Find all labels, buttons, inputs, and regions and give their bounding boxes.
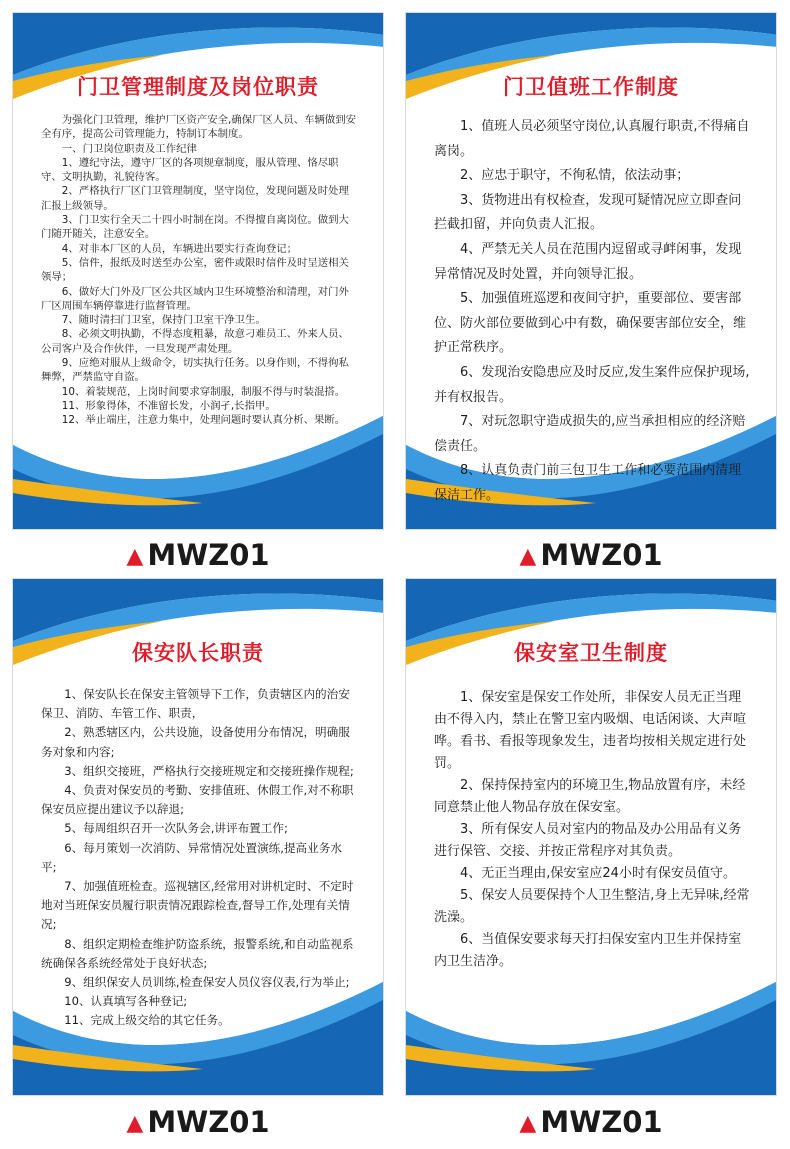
product-code-label (405, 535, 777, 575)
body-paragraph: 11、完成上级交给的其它任务。 (64, 1013, 230, 1028)
body-paragraph: 11、形象得体，不准留长发，小润孑,长指甲。 (61, 399, 276, 412)
poster-title: 门卫值班工作制度 (503, 75, 679, 99)
triangle-icon: ▲ (519, 1111, 537, 1136)
product-code: MWZ01 (147, 538, 270, 572)
product-code-label (12, 535, 384, 575)
product-code: MWZ01 (540, 538, 663, 572)
poster-title: 保安室卫生制度 (514, 641, 668, 665)
body-paragraph: 3、组织交接班，严格执行交接班规定和交接班操作规程; (64, 763, 354, 778)
body-paragraph: 8、认真负责门前三包卫生工作和必要范围内清理保洁工作。 (434, 463, 742, 503)
poster-body (434, 687, 750, 973)
body-paragraph: 3、货物进出有权检查，发现可疑情况应立即查问拦截扣留，并向负责人汇报。 (434, 192, 742, 233)
body-paragraph: 2、应忠于职守，不徇私情，依法动事； (460, 168, 690, 184)
triangle-icon: ▲ (519, 544, 537, 569)
poster-gate-duty (405, 12, 777, 530)
body-paragraph: 5、加强值班巡逻和夜间守护，重要部位、要害部位、防火部位要做到心中有数，确保要害部位安全，维护正常秩序。 (434, 291, 747, 356)
product-code-label (12, 1102, 384, 1142)
body-paragraph: 1、遵纪守法，遵守厂区的各项规章制度，服从管理、恪尽职守、文明执勤，礼貌待客。 (41, 156, 339, 184)
poster-security-room-hygiene (405, 578, 777, 1096)
body-paragraph: 9、组织保安人员训练,检查保安人员仪容仪表,行为举止; (64, 975, 350, 990)
body-paragraph: 8、组织定期检查维护防盗系统，报警系统,和自动监视系统确保各系统经常处于良好状态; (41, 936, 354, 970)
body-paragraph: 6、发现治安隐患应及时反应,发生案件应保护现场,并有权报告。 (434, 364, 750, 405)
body-paragraph: 12、举止端庄，注意力集中，处理问题时要认真分析、果断。 (61, 414, 346, 427)
triangle-icon: ▲ (126, 1111, 144, 1136)
product-code: MWZ01 (147, 1105, 270, 1139)
body-paragraph: 6、做好大门外及厂区公共区域内卫生环境整治和清理，对门外厂区周围车辆停靠进行监督管理。 (41, 285, 349, 312)
body-paragraph: 4、无正当理由,保安室应24小时有保安员值守。 (460, 866, 736, 881)
body-paragraph: 5、信件，报纸及时送至办公室，密件或限时信件及时呈送相关领导； (41, 256, 349, 284)
body-paragraph: 10、认真填写各种登记; (64, 994, 188, 1009)
poster-body (41, 685, 357, 1031)
body-paragraph: 1、值班人员必须坚守岗位,认真履行职责,不得痛自离岗。 (434, 119, 750, 159)
poster-gate-management (12, 12, 384, 530)
triangle-icon: ▲ (126, 544, 144, 569)
body-paragraph: 10、着装规范，上岗时间要求穿制服，制服不得与时装混搭。 (61, 385, 346, 398)
poster-security-captain (12, 578, 384, 1096)
body-paragraph: 8、必须文明执勤，不得态度粗暴，故意刁难员工、外来人员、公司客户及合作伙伴，一旦发现严肃处理。 (41, 328, 349, 355)
body-paragraph: 4、负责对保安员的考勤、安排值班、休假工作,对不称职保安员应提出建议予以辞退; (41, 783, 354, 817)
body-paragraph: 5、保安人员要保持个人卫生整洁,身上无异味,经常洗澡。 (434, 888, 750, 925)
body-paragraph: 1、保安队长在保安主管领导下工作，负责辖区内的治安保卫、消防、车管工作、职责， (41, 687, 350, 721)
body-paragraph: 7、加强值班检查。巡视辖区,经常用对讲机定时、不定时地对当班保安员履行职责情况跟踪检查,督导工作,处理有关情况; (41, 879, 354, 932)
body-paragraph: 一、门卫岗位职责及工作纪律 (61, 142, 197, 155)
body-paragraph: 7、对玩忽职守造成损失的,应当承担相应的经济赔偿责任。 (434, 414, 746, 454)
body-paragraph: 1、保安室是保安工作处所，非保安人员无正当理由不得入内，禁止在警卫室内吸烟、电话闲谈、大声喧哗。看书、看报等现象发生，违者均按相关规定进行处罚。 (434, 690, 747, 771)
body-paragraph: 2、严格执行厂区门卫管理制度，坚守岗位，发现问题及时处理汇报上级领导。 (41, 185, 349, 212)
body-paragraph: 4、对非本厂区的人员，车辆进出要实行查询登记； (61, 242, 297, 255)
poster-body (434, 115, 750, 509)
body-paragraph: 为强化门卫管理，维护厂区资产安全,确保厂区人员、车辆做到安全有序，提高公司管理能力，特制订本制度。 (41, 114, 357, 141)
body-paragraph: 3、门卫实行全天二十四小时制在岗。不得擅自离岗位。做到大门随开随关，注意安全。 (41, 214, 349, 241)
poster-body (41, 113, 357, 428)
body-paragraph: 7、随时清扫门卫室，保持门卫室干净卫生。 (61, 314, 266, 327)
body-paragraph: 6、每月策划一次消防、异常情况处置演练,提高业务水平; (41, 840, 342, 874)
body-paragraph: 6、当值保安要求每天打扫保安室内卫生并保持室内卫生洁净。 (434, 932, 742, 969)
body-paragraph: 9、应绝对服从上级命令，切实执行任务。以身作则，不得徇私舞弊，严禁监守自盗。 (41, 357, 349, 384)
body-paragraph: 2、保持保持室内的环境卫生,物品放置有序，未经同意禁止他人物品存放在保安室。 (434, 778, 746, 815)
body-paragraph: 4、严禁无关人员在范围内逗留或寻衅闲事，发现异常情况及时处置，并向领导汇报。 (434, 241, 742, 282)
poster-title: 保安队长职责 (132, 641, 264, 665)
product-code: MWZ01 (540, 1105, 663, 1139)
body-paragraph: 5、每周组织召开一次队务会,讲评布置工作; (64, 821, 288, 836)
product-code-label (405, 1102, 777, 1142)
body-paragraph: 2、熟悉辖区内，公共设施，设备使用分布情况，明确服务对象和内容; (41, 725, 350, 759)
body-paragraph: 3、所有保安人员对室内的物品及办公用品有义务进行保管、交接、并按正常程序对其负责。 (434, 822, 742, 859)
poster-title: 门卫管理制度及岗位职责 (77, 75, 319, 99)
